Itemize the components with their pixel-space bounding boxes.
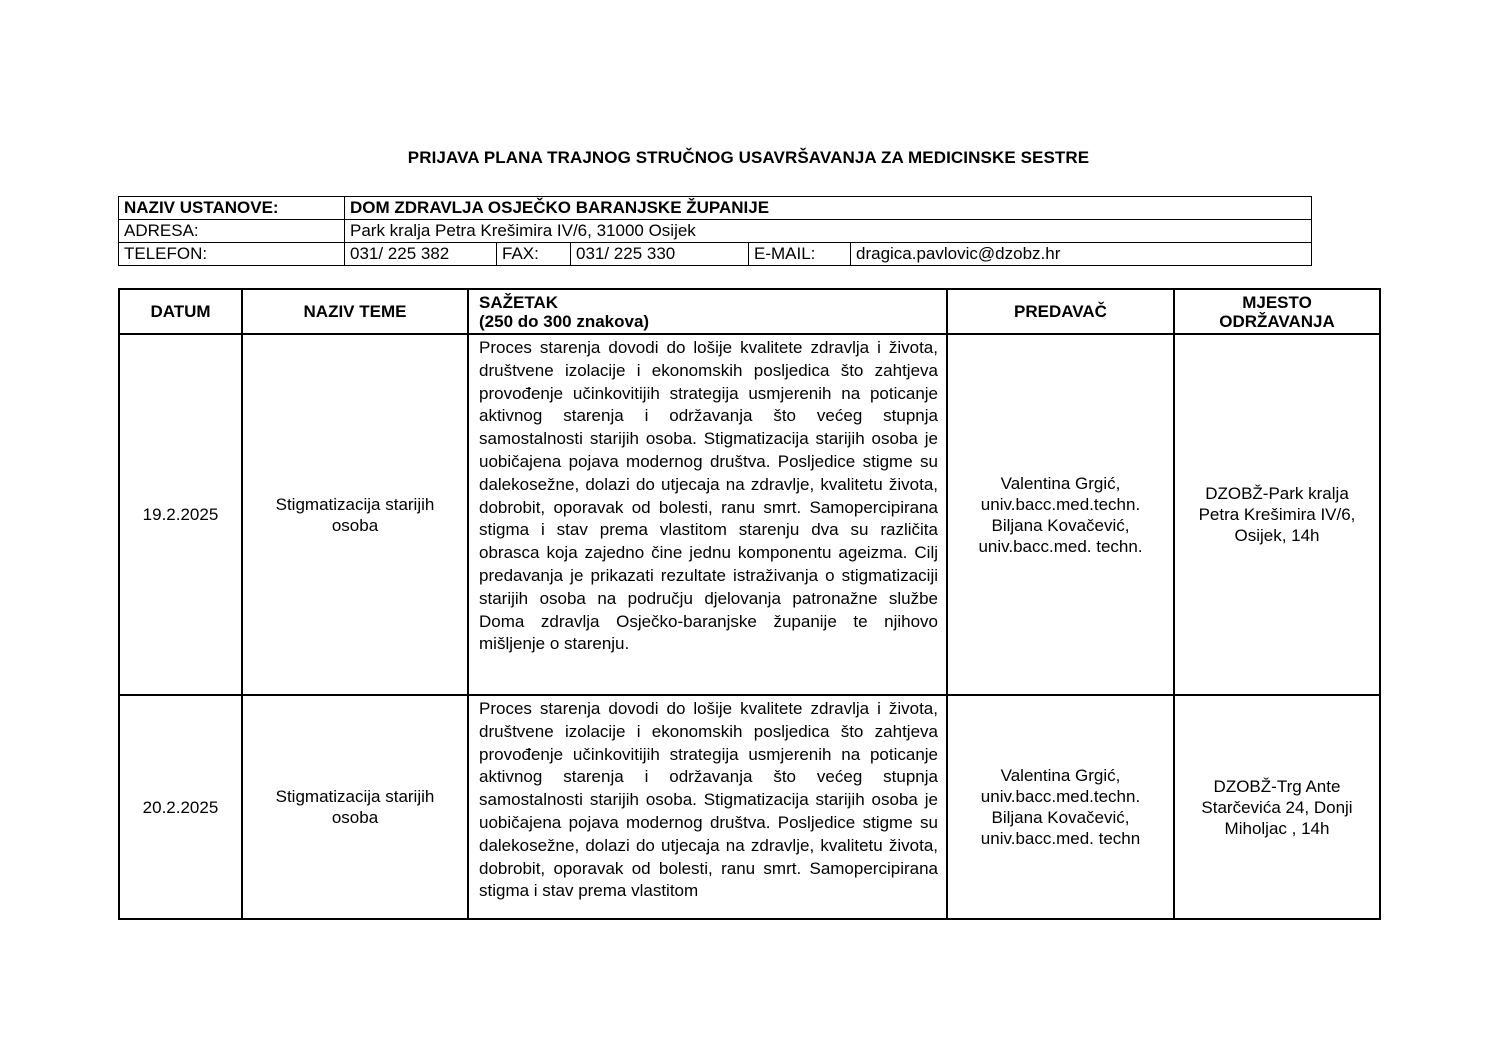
institution-info-table: [118, 196, 1312, 266]
predavac-line: univ.bacc.med. techn: [980, 829, 1141, 848]
fax-value: 031/ 225 330: [571, 243, 749, 266]
column-header-mjesto: [1174, 289, 1380, 334]
tema-cell: [242, 695, 468, 919]
mjesto-header-line1: MJESTO: [1242, 292, 1312, 312]
mjesto-header-line2: ODRŽAVANJA: [1219, 311, 1335, 331]
phone-label: TELEFON:: [119, 243, 345, 266]
mjesto-cell: [1174, 334, 1380, 695]
address-label: ADRESA:: [119, 220, 345, 243]
predavac-line: univ.bacc.med.techn.: [980, 494, 1141, 514]
mjesto-line: Starčevića 24, Donji: [1201, 797, 1353, 817]
predavac-line: Valentina Grgić,: [1000, 766, 1121, 785]
address-value: Park kralja Petra Krešimira IV/6, 31000 Osijek: [345, 220, 1312, 243]
institution-name-value: DOM ZDRAVLJA OSJEČKO BARANJSKE ŽUPANIJE: [345, 197, 1312, 220]
table-row: [119, 695, 1380, 919]
column-header-predavac: PREDAVAČ: [947, 289, 1174, 334]
predavac-line: Biljana Kovačević,: [991, 515, 1130, 535]
column-header-datum: DATUM: [119, 289, 242, 334]
education-plan-table: [118, 288, 1381, 920]
table-row: [119, 334, 1380, 695]
institution-name-label: NAZIV USTANOVE:: [119, 197, 345, 220]
email-value: dragica.pavlovic@dzobz.hr: [851, 243, 1312, 266]
sazetak-cell: Proces starenja dovodi do lošije kvalitete zdravlja i života, društvene izolacije i ekonomskih posljedica što zahtjeva provođenje učinkovitijih strategija usmjerenih na poticanje aktivnog starenja i održavanja što većeg stupnja samostalnosti starijih osoba. Stigmatizacija starijih osoba je uobičajena pojava modernog društva. Posljedice stigme su dalekosežne, dolazi do utjecaja na zdravlje, kvalitetu života, dobrobit, oporavak od bolesti, ranu smrt. Samopercipirana stigma i stav prema vlastitom: [468, 695, 947, 919]
column-header-naziv-teme: NAZIV TEME: [242, 289, 468, 334]
institution-address-row: [119, 220, 1312, 243]
sazetak-header-title: SAŽETAK: [479, 292, 559, 312]
tema-line: Stigmatizacija starijih: [275, 787, 435, 806]
datum-cell: 20.2.2025: [119, 695, 242, 919]
predavac-line: Valentina Grgić,: [1000, 473, 1121, 493]
predavac-cell: [947, 334, 1174, 695]
document-title: PRIJAVA PLANA TRAJNOG STRUČNOG USAVRŠAVANJA ZA MEDICINSKE SESTRE: [407, 148, 1090, 167]
predavac-line: Biljana Kovačević,: [991, 808, 1130, 827]
sazetak-cell: Proces starenja dovodi do lošije kvalitete zdravlja i života, društvene izolacije i ekonomskih posljedica što zahtjeva provođenje učinkovitijih strategija usmjerenih na poticanje aktivnog starenja i održavanja što većeg stupnja samostalnosti starijih osoba. Stigmatizacija starijih osoba je uobičajena pojava modernog društva. Posljedice stigme su dalekosežne, dolazi do utjecaja na zdravlje, kvalitetu života, dobrobit, oporavak od bolesti, ranu smrt. Samopercipirana stigma i stav prema vlastitom starenju dva su različita obrasca koja zajedno čine jednu komponentu ageizma. Cilj predavanja je prikazati rezultate istraživanja o stigmatizaciji starijih osoba na području djelovanja patronažne službe Doma zdravlja Osječko-baranjske županije te njihovo mišljenje o starenju.: [468, 334, 947, 695]
sazetak-header-note: (250 do 300 znakova): [479, 311, 650, 331]
mjesto-line: Osijek, 14h: [1234, 526, 1320, 545]
fax-label: FAX:: [497, 243, 571, 266]
mjesto-line: Miholjac , 14h: [1224, 818, 1330, 838]
predavac-line: univ.bacc.med. techn.: [978, 536, 1143, 556]
mjesto-line: DZOBŽ-Trg Ante: [1213, 776, 1341, 796]
institution-name-row: [119, 197, 1312, 220]
predavac-cell: [947, 695, 1174, 919]
datum-cell: 19.2.2025: [119, 334, 242, 695]
predavac-line: univ.bacc.med.techn.: [980, 787, 1141, 806]
tema-line: osoba: [331, 808, 379, 827]
tema-line: Stigmatizacija starijih: [275, 494, 435, 514]
mjesto-line: Petra Krešimira IV/6,: [1198, 505, 1356, 524]
table-header-row: [119, 289, 1380, 334]
tema-line: osoba: [331, 515, 379, 535]
institution-contact-row: [119, 243, 1312, 266]
column-header-sazetak: [468, 289, 947, 334]
email-label: E-MAIL:: [749, 243, 851, 266]
mjesto-cell: [1174, 695, 1380, 919]
mjesto-line: DZOBŽ-Park kralja: [1205, 484, 1349, 503]
phone-value: 031/ 225 382: [345, 243, 497, 266]
tema-cell: [242, 334, 468, 695]
